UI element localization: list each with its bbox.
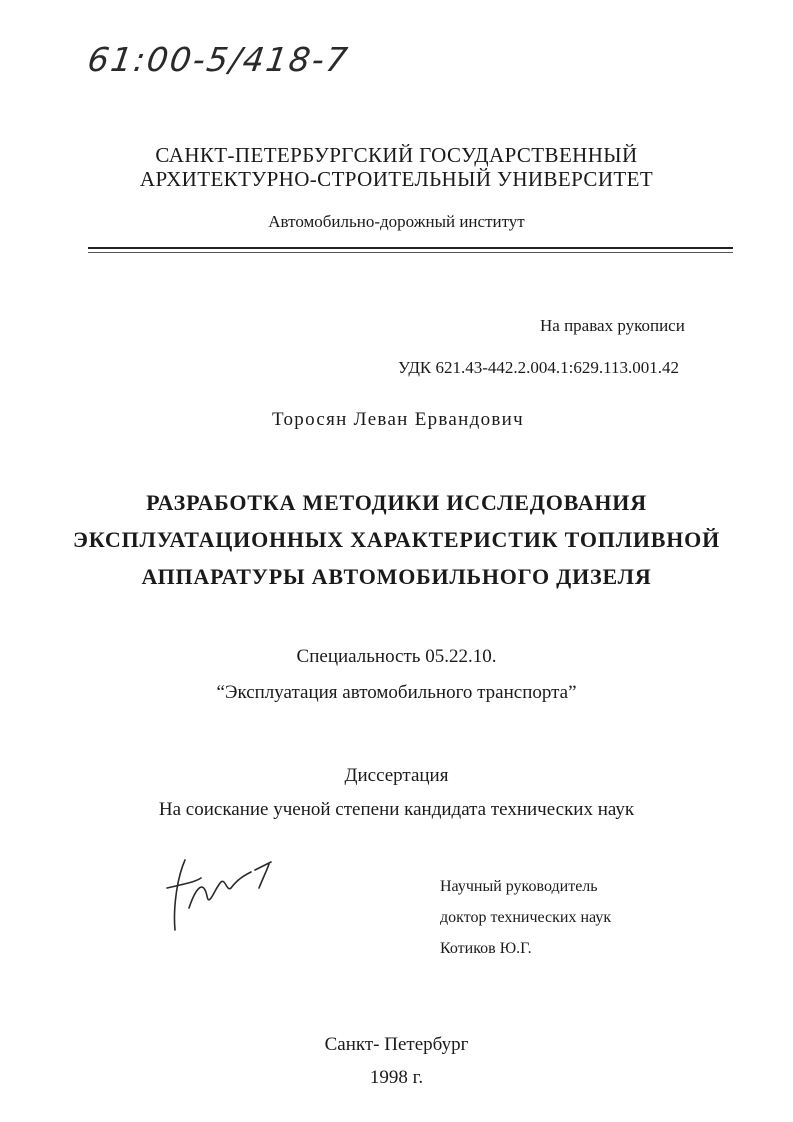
author-name: Торосян Леван Ервандович: [272, 409, 524, 430]
institute-name: Автомобильно-дорожный институт: [268, 212, 525, 231]
supervisor-name: Котиков Ю.Г.: [440, 940, 532, 957]
thesis-title-line-3: АППАРАТУРЫ АВТОМОБИЛЬНОГО ДИЗЕЛЯ: [141, 564, 652, 589]
signature: [155, 848, 280, 938]
udc-code: УДК 621.43-442.2.004.1:629.113.001.42: [398, 358, 680, 377]
supervisor-role: Научный руководитель: [440, 878, 598, 895]
thesis-title-line-2: ЭКСПЛУАТАЦИОННЫХ ХАРАКТЕРИСТИК ТОПЛИВНОЙ: [72, 527, 721, 552]
archive-number: 61:00-5/418-7: [85, 40, 352, 79]
header-divider: [88, 247, 733, 249]
degree-sought: На соискание ученой степени кандидата технических наук: [158, 799, 635, 820]
year: 1998 г.: [369, 1067, 424, 1088]
work-type: Диссертация: [344, 765, 449, 786]
university-name-line-1: САНКТ-ПЕТЕРБУРГСКИЙ ГОСУДАРСТВЕННЫЙ: [155, 143, 638, 167]
specialty-code: Специальность 05.22.10.: [296, 646, 497, 667]
header-divider-thin: [88, 252, 733, 253]
city: Санкт- Петербург: [324, 1034, 469, 1055]
supervisor-degree: доктор технических наук: [440, 909, 612, 926]
thesis-title-line-1: РАЗРАБОТКА МЕТОДИКИ ИССЛЕДОВАНИЯ: [146, 490, 647, 515]
specialty-name: “Эксплуатация автомобильного транспорта”: [216, 682, 577, 703]
rights-note: На правах рукописи: [540, 316, 685, 335]
university-name-line-2: АРХИТЕКТУРНО-СТРОИТЕЛЬНЫЙ УНИВЕРСИТЕТ: [139, 167, 654, 191]
